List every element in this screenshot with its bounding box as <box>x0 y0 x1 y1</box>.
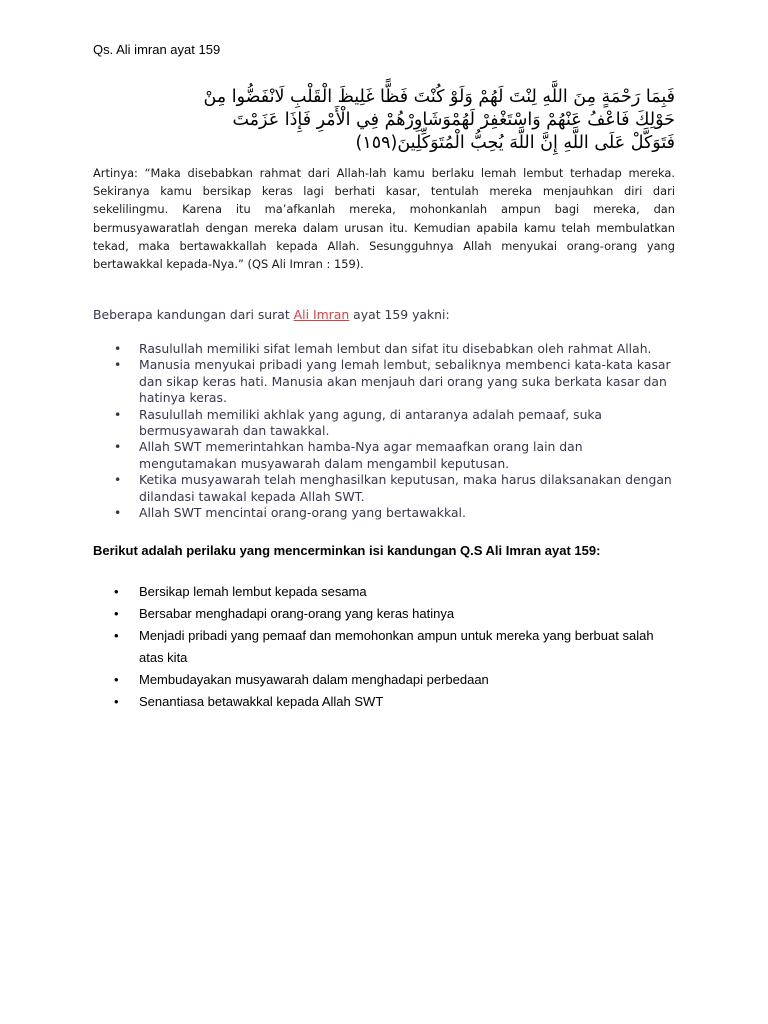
list-item <box>114 357 674 406</box>
bullet-icon: • <box>114 628 119 643</box>
list-item-text: Bersikap lemah lembut kepada sesama <box>139 584 367 599</box>
arabic-verse <box>200 86 675 155</box>
kandungan-list <box>114 341 674 521</box>
list-item <box>114 439 674 472</box>
perilaku-list <box>114 581 674 713</box>
list-item <box>114 472 674 505</box>
bullet-icon: • <box>114 694 119 709</box>
list-item <box>114 581 674 603</box>
bullet-icon: • <box>114 357 122 373</box>
list-item <box>114 603 674 625</box>
list-item-text: Rasulullah memiliki akhlak yang agung, di antaranya adalah pemaaf, suka bermusyawarah dan tawakkal. <box>139 406 602 439</box>
arabic-line: فَبِمَا رَحْمَةٍ مِنَ اللَّهِ لِنْتَ لَهُمْ وَلَوْ كُنْتَ فَظًّا غَلِيظَ الْقَلْبِ لَانْفَضُّوا مِنْ <box>203 87 675 107</box>
ali-imran-link[interactable]: Ali Imran <box>293 307 350 322</box>
bullet-icon: • <box>114 406 122 422</box>
list-item-text: Allah SWT memerintahkan hamba-Nya agar memaafkan orang lain dan mengutamakan musyawarah dalam mengambil keputusan. <box>139 439 583 471</box>
document-title: Qs. Ali imran ayat 159 <box>93 42 221 57</box>
arabic-line: حَوْلِكَ فَاعْفُ عَنْهُمْ وَاسْتَغْفِرْ لَهُمْوَشَاوِرْهُمْ فِي الْأَمْرِ فَإِذَا عَزَمْتَ <box>232 110 675 130</box>
perilaku-heading: Berikut adalah perilaku yang mencerminkan isi kandungan Q.S Ali Imran ayat 159: <box>93 543 601 558</box>
bullet-icon: • <box>114 584 119 599</box>
list-item <box>114 505 674 521</box>
list-item-text: Rasulullah memiliki sifat lemah lembut dan sifat itu disebabkan oleh rahmat Allah. <box>139 341 652 356</box>
list-item-text: Menjadi pribadi yang pemaaf dan memohonkan ampun untuk mereka yang berbuat salah atas kita <box>139 628 654 665</box>
kandungan-intro <box>93 307 450 322</box>
list-item-text: Manusia menyukai pribadi yang lemah lembut, sebaliknya membenci kata-kata kasar dan sikap keras hati. Manusia akan menjauh dari orang yang suka berkata kasar dan hatinya keras. <box>139 357 671 406</box>
list-item-text: Bersabar menghadapi orang-orang yang keras hatinya <box>139 606 455 621</box>
verse-translation: Artinya: “Maka disebabkan rahmat dari Allah-lah kamu berlaku lemah lembut terhadap mereka. Sekiranya kamu bersikap keras lagi berhati kasar, tentulah mereka menjauhkan diri dari sekelilingmu. Karena itu ma’afkanlah mereka, mohonkanlah ampun bagi mereka, dan bermusyawaratlah dengan mereka dalam urusan itu. Kemudian apabila kamu telah membulatkan tekad, maka bertawakkallah kepada Allah. Sesungguhnya Allah menyukai orang-orang yang bertawakkal kepada-Nya.” (QS Ali Imran : 159). <box>93 166 675 272</box>
intro-text-after: ayat 159 yakni: <box>349 307 450 322</box>
list-item-text: Membudayakan musyawarah dalam menghadapi perbedaan <box>139 672 489 687</box>
list-item-text: Ketika musyawarah telah menghasilkan keputusan, maka harus dilaksanakan dengan dilandasi tawakal kepada Allah SWT. <box>139 472 672 504</box>
list-item <box>114 625 674 669</box>
bullet-icon: • <box>114 606 119 621</box>
arabic-line: فَتَوَكَّلْ عَلَى اللَّهِ إِنَّ اللَّهَ يُحِبُّ الْمُتَوَكِّلِينَ(١٥٩) <box>355 133 675 153</box>
list-item <box>114 691 674 713</box>
bullet-icon: • <box>114 505 122 521</box>
intro-text-before: Beberapa kandungan dari surat <box>93 307 294 322</box>
bullet-icon: • <box>114 439 122 455</box>
list-item <box>114 341 674 357</box>
list-item-text: Allah SWT mencintai orang-orang yang bertawakkal. <box>139 505 466 521</box>
bullet-icon: • <box>114 341 122 356</box>
list-item <box>114 669 674 691</box>
list-item-text: Senantiasa betawakkal kepada Allah SWT <box>139 694 384 709</box>
bullet-icon: • <box>114 672 119 687</box>
bullet-icon: • <box>114 472 122 488</box>
list-item <box>114 407 674 440</box>
